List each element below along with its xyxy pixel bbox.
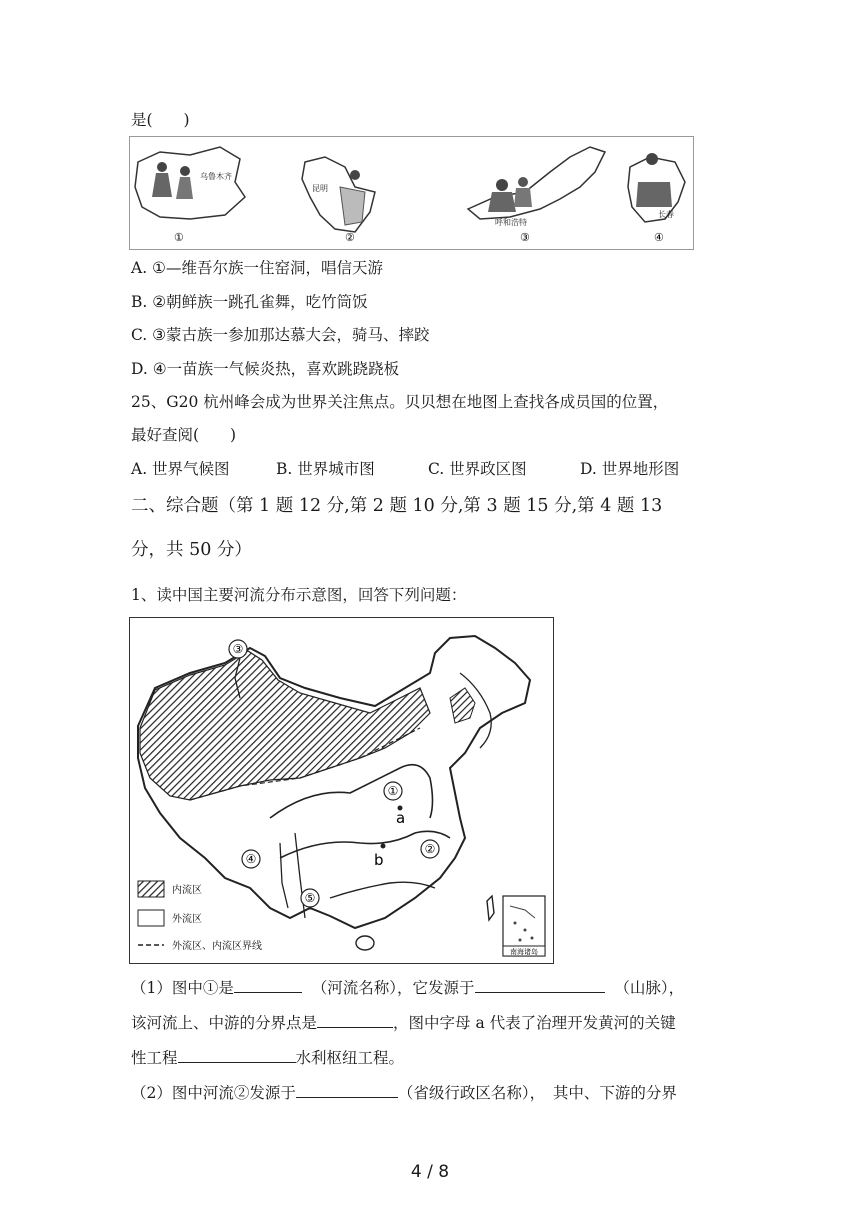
q1-sub1-part7: 水利枢纽工程。 xyxy=(295,1049,405,1067)
river-marker-3 xyxy=(229,640,247,658)
city-kunming-label: 昆明 xyxy=(312,184,328,193)
legend-boundary-label: 外流区、内流区界线 xyxy=(172,941,262,952)
svg-text:⑤: ⑤ xyxy=(304,891,316,905)
answer-blank-river-name[interactable] xyxy=(234,976,302,993)
question-25-option-b: B. 世界城市图 xyxy=(276,460,375,478)
svg-text:①: ① xyxy=(387,784,399,798)
figure-label-2: ② xyxy=(345,231,355,244)
inset-label: 南海诸岛 xyxy=(510,948,538,956)
point-b-marker xyxy=(381,844,386,849)
dancer-figure-1 xyxy=(152,162,193,199)
dancer-figure-3 xyxy=(488,177,532,212)
question-1-sub-1-line-1 xyxy=(131,976,684,998)
question-1-intro: 1、读中国主要河流分布示意图，回答下列问题： xyxy=(131,586,467,604)
question-24-option-c: C. ③蒙古族一参加那达慕大会，骑马、摔跤 xyxy=(131,326,430,344)
question-25-line-2: 最好查阅( ) xyxy=(131,426,237,444)
city-changchun-label: 长春 xyxy=(658,210,674,219)
legend-inland-label: 内流区 xyxy=(172,885,202,896)
river-marker-1 xyxy=(384,782,402,800)
section-2-heading-line-2: 分，共 50 分） xyxy=(131,540,252,560)
city-hohhot-label: 呼和浩特 xyxy=(495,218,527,227)
answer-blank-project[interactable] xyxy=(178,1046,296,1063)
question-25-line-1: 25、G20 杭州峰会成为世界关注焦点。贝贝想在地图上查找各成员国的位置， xyxy=(131,393,669,411)
svg-text:③: ③ xyxy=(232,642,244,656)
river-marker-5 xyxy=(301,889,319,907)
q1-sub2-part2: （省级行政区名称）， 其中、下游的分界 xyxy=(397,1084,677,1102)
question-1-sub-2-line-1 xyxy=(131,1081,677,1103)
question-24-tail: 是( ) xyxy=(131,111,190,129)
map-legend xyxy=(138,881,262,952)
question-25-option-d: D. 世界地形图 xyxy=(580,460,680,478)
river-marker-2 xyxy=(421,840,439,858)
question-24-option-a: A. ①—维吾尔族一住窑洞，唱信天游 xyxy=(131,259,383,277)
q1-sub1-part5: ，图中字母 a 代表了治理开发黄河的关键 xyxy=(393,1014,676,1032)
figure-label-1: ① xyxy=(174,231,184,244)
ethnic-groups-figure xyxy=(129,136,694,250)
q1-sub1-part3: （山脉）， xyxy=(614,979,685,997)
question-25-option-a: A. 世界气候图 xyxy=(131,460,230,478)
q1-sub1-part2: （河流名称），它发源于 xyxy=(311,979,475,997)
question-1-sub-1-line-3 xyxy=(131,1046,404,1068)
answer-blank-province[interactable] xyxy=(296,1081,398,1098)
question-1-sub-1-line-2 xyxy=(131,1011,676,1033)
question-25-option-c: C. 世界政区图 xyxy=(428,460,527,478)
legend-outflow-label: 外流区 xyxy=(172,914,202,925)
section-2-heading-line-1: 二、综合题（第 1 题 12 分,第 2 题 10 分,第 3 题 15 分,第 4 题 13 xyxy=(131,496,663,516)
answer-blank-mountain[interactable] xyxy=(475,976,605,993)
svg-text:④: ④ xyxy=(245,852,257,866)
svg-text:②: ② xyxy=(424,842,436,856)
question-24-option-d: D. ④一苗族一气候炎热，喜欢跳跷跷板 xyxy=(131,360,400,378)
point-a-label: a xyxy=(396,809,406,827)
figure-label-3: ③ xyxy=(520,231,530,244)
south-china-sea-inset xyxy=(503,896,545,956)
ethnic-groups-illustration xyxy=(130,137,693,249)
q1-sub1-part6: 性工程 xyxy=(131,1049,178,1067)
china-rivers-map-drawing xyxy=(130,618,553,963)
question-24-option-b: B. ②朝鲜族一跳孔雀舞，吃竹筒饭 xyxy=(131,293,368,311)
figure-label-4: ④ xyxy=(654,231,664,244)
page-number: 4 / 8 xyxy=(410,1162,450,1182)
q1-sub1-part4: 该河流上、中游的分界点是 xyxy=(131,1014,318,1032)
answer-blank-dividing-point[interactable] xyxy=(317,1011,393,1028)
china-rivers-map xyxy=(129,617,554,964)
city-urumqi-label: 乌鲁木齐 xyxy=(200,172,232,181)
point-b-label: b xyxy=(374,851,384,869)
q1-sub1-part1: （1）图中①是 xyxy=(131,979,234,997)
river-marker-4 xyxy=(242,850,260,868)
q1-sub2-part1: （2）图中河流②发源于 xyxy=(131,1084,296,1102)
